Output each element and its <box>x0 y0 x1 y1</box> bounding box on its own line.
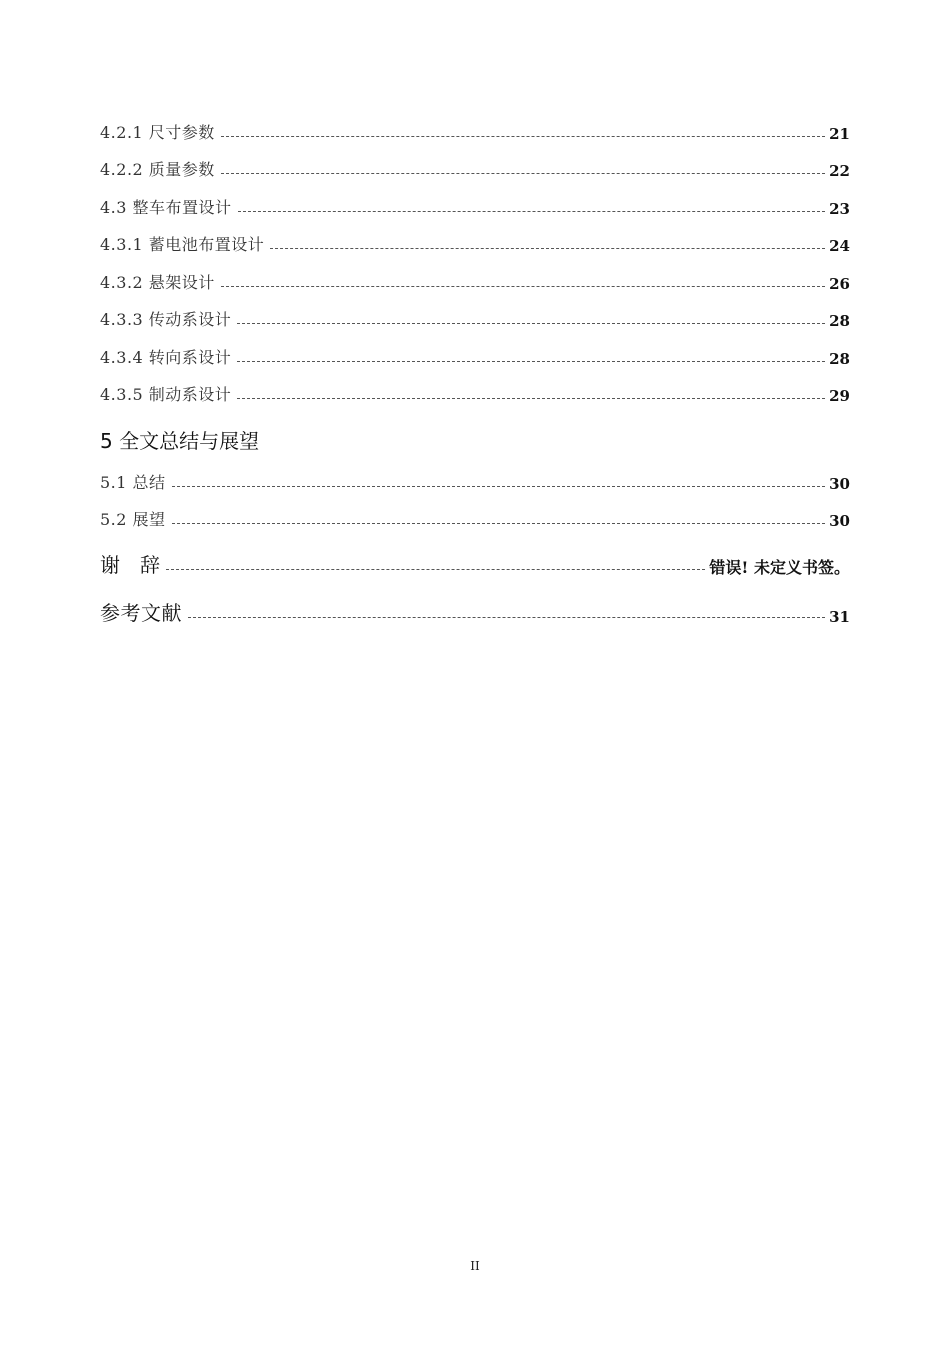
toc-entry-label: 4.3 整车布置设计 <box>100 197 232 217</box>
dot-leader <box>221 136 825 137</box>
toc-entry-page: 28 <box>829 312 850 330</box>
toc-entry-5-1[interactable] <box>100 463 850 501</box>
toc-entry-page: 29 <box>829 387 850 405</box>
toc-entry-label: 4.2.1 尺寸参数 <box>100 122 215 142</box>
toc-entry-acknowledgement[interactable] <box>100 538 850 586</box>
toc-entry-references[interactable] <box>100 586 850 634</box>
toc-entry-page-error: 错误! 未定义书签。 <box>709 558 850 577</box>
dot-leader <box>172 486 826 487</box>
toc-entry-page: 21 <box>829 124 850 143</box>
toc-entry-label: 4.3.1 蓄电池布置设计 <box>100 235 265 254</box>
toc-entry-5-2[interactable] <box>100 501 850 539</box>
dot-leader <box>237 361 825 362</box>
toc-entry-label: 5.1 总结 <box>100 472 166 492</box>
dot-leader <box>238 211 826 212</box>
toc-entry-page: 31 <box>829 608 850 626</box>
toc-entry-4-3-4[interactable] <box>100 338 850 376</box>
toc-entry-page: 28 <box>829 349 850 368</box>
toc-entry-page: 26 <box>829 274 850 293</box>
toc-entry-label: 4.3.2 悬架设计 <box>100 272 215 292</box>
toc-entry-page: 24 <box>829 237 850 255</box>
toc-entry-label: 谢 辞 <box>100 553 160 577</box>
toc-entry-4-2-1[interactable] <box>100 113 850 151</box>
toc-entry-4-3-2[interactable] <box>100 263 850 301</box>
toc-entry-label: 参考文献 <box>100 601 182 625</box>
toc-entry-label: 4.3.3 传动系设计 <box>100 310 232 329</box>
toc-entry-4-3-1[interactable] <box>100 226 850 264</box>
toc-entry-page: 23 <box>829 199 850 218</box>
dot-leader <box>188 617 825 618</box>
toc-entry-4-2-2[interactable] <box>100 151 850 189</box>
toc-entry-4-3[interactable] <box>100 188 850 226</box>
toc-entry-label: 4.3.4 转向系设计 <box>100 347 232 367</box>
toc-entry-page: 30 <box>829 474 850 493</box>
toc-entry-label: 4.3.5 制动系设计 <box>100 385 232 404</box>
toc-entry-label: 4.2.2 质量参数 <box>100 160 215 179</box>
table-of-contents <box>100 113 850 634</box>
toc-entry-page: 30 <box>829 512 850 530</box>
toc-chapter-heading[interactable]: 5 全文总结与展望 <box>100 428 260 453</box>
dot-leader <box>172 523 826 524</box>
dot-leader <box>221 173 825 174</box>
dot-leader <box>166 569 705 570</box>
toc-entry-page: 22 <box>829 162 850 180</box>
dot-leader <box>221 286 825 287</box>
toc-entry-label: 5.2 展望 <box>100 510 166 529</box>
toc-entry-4-3-5[interactable] <box>100 376 850 414</box>
dot-leader <box>237 398 825 399</box>
dot-leader <box>270 248 825 249</box>
page-number: II <box>470 1259 480 1273</box>
dot-leader <box>237 323 825 324</box>
toc-entry-4-3-3[interactable] <box>100 301 850 339</box>
